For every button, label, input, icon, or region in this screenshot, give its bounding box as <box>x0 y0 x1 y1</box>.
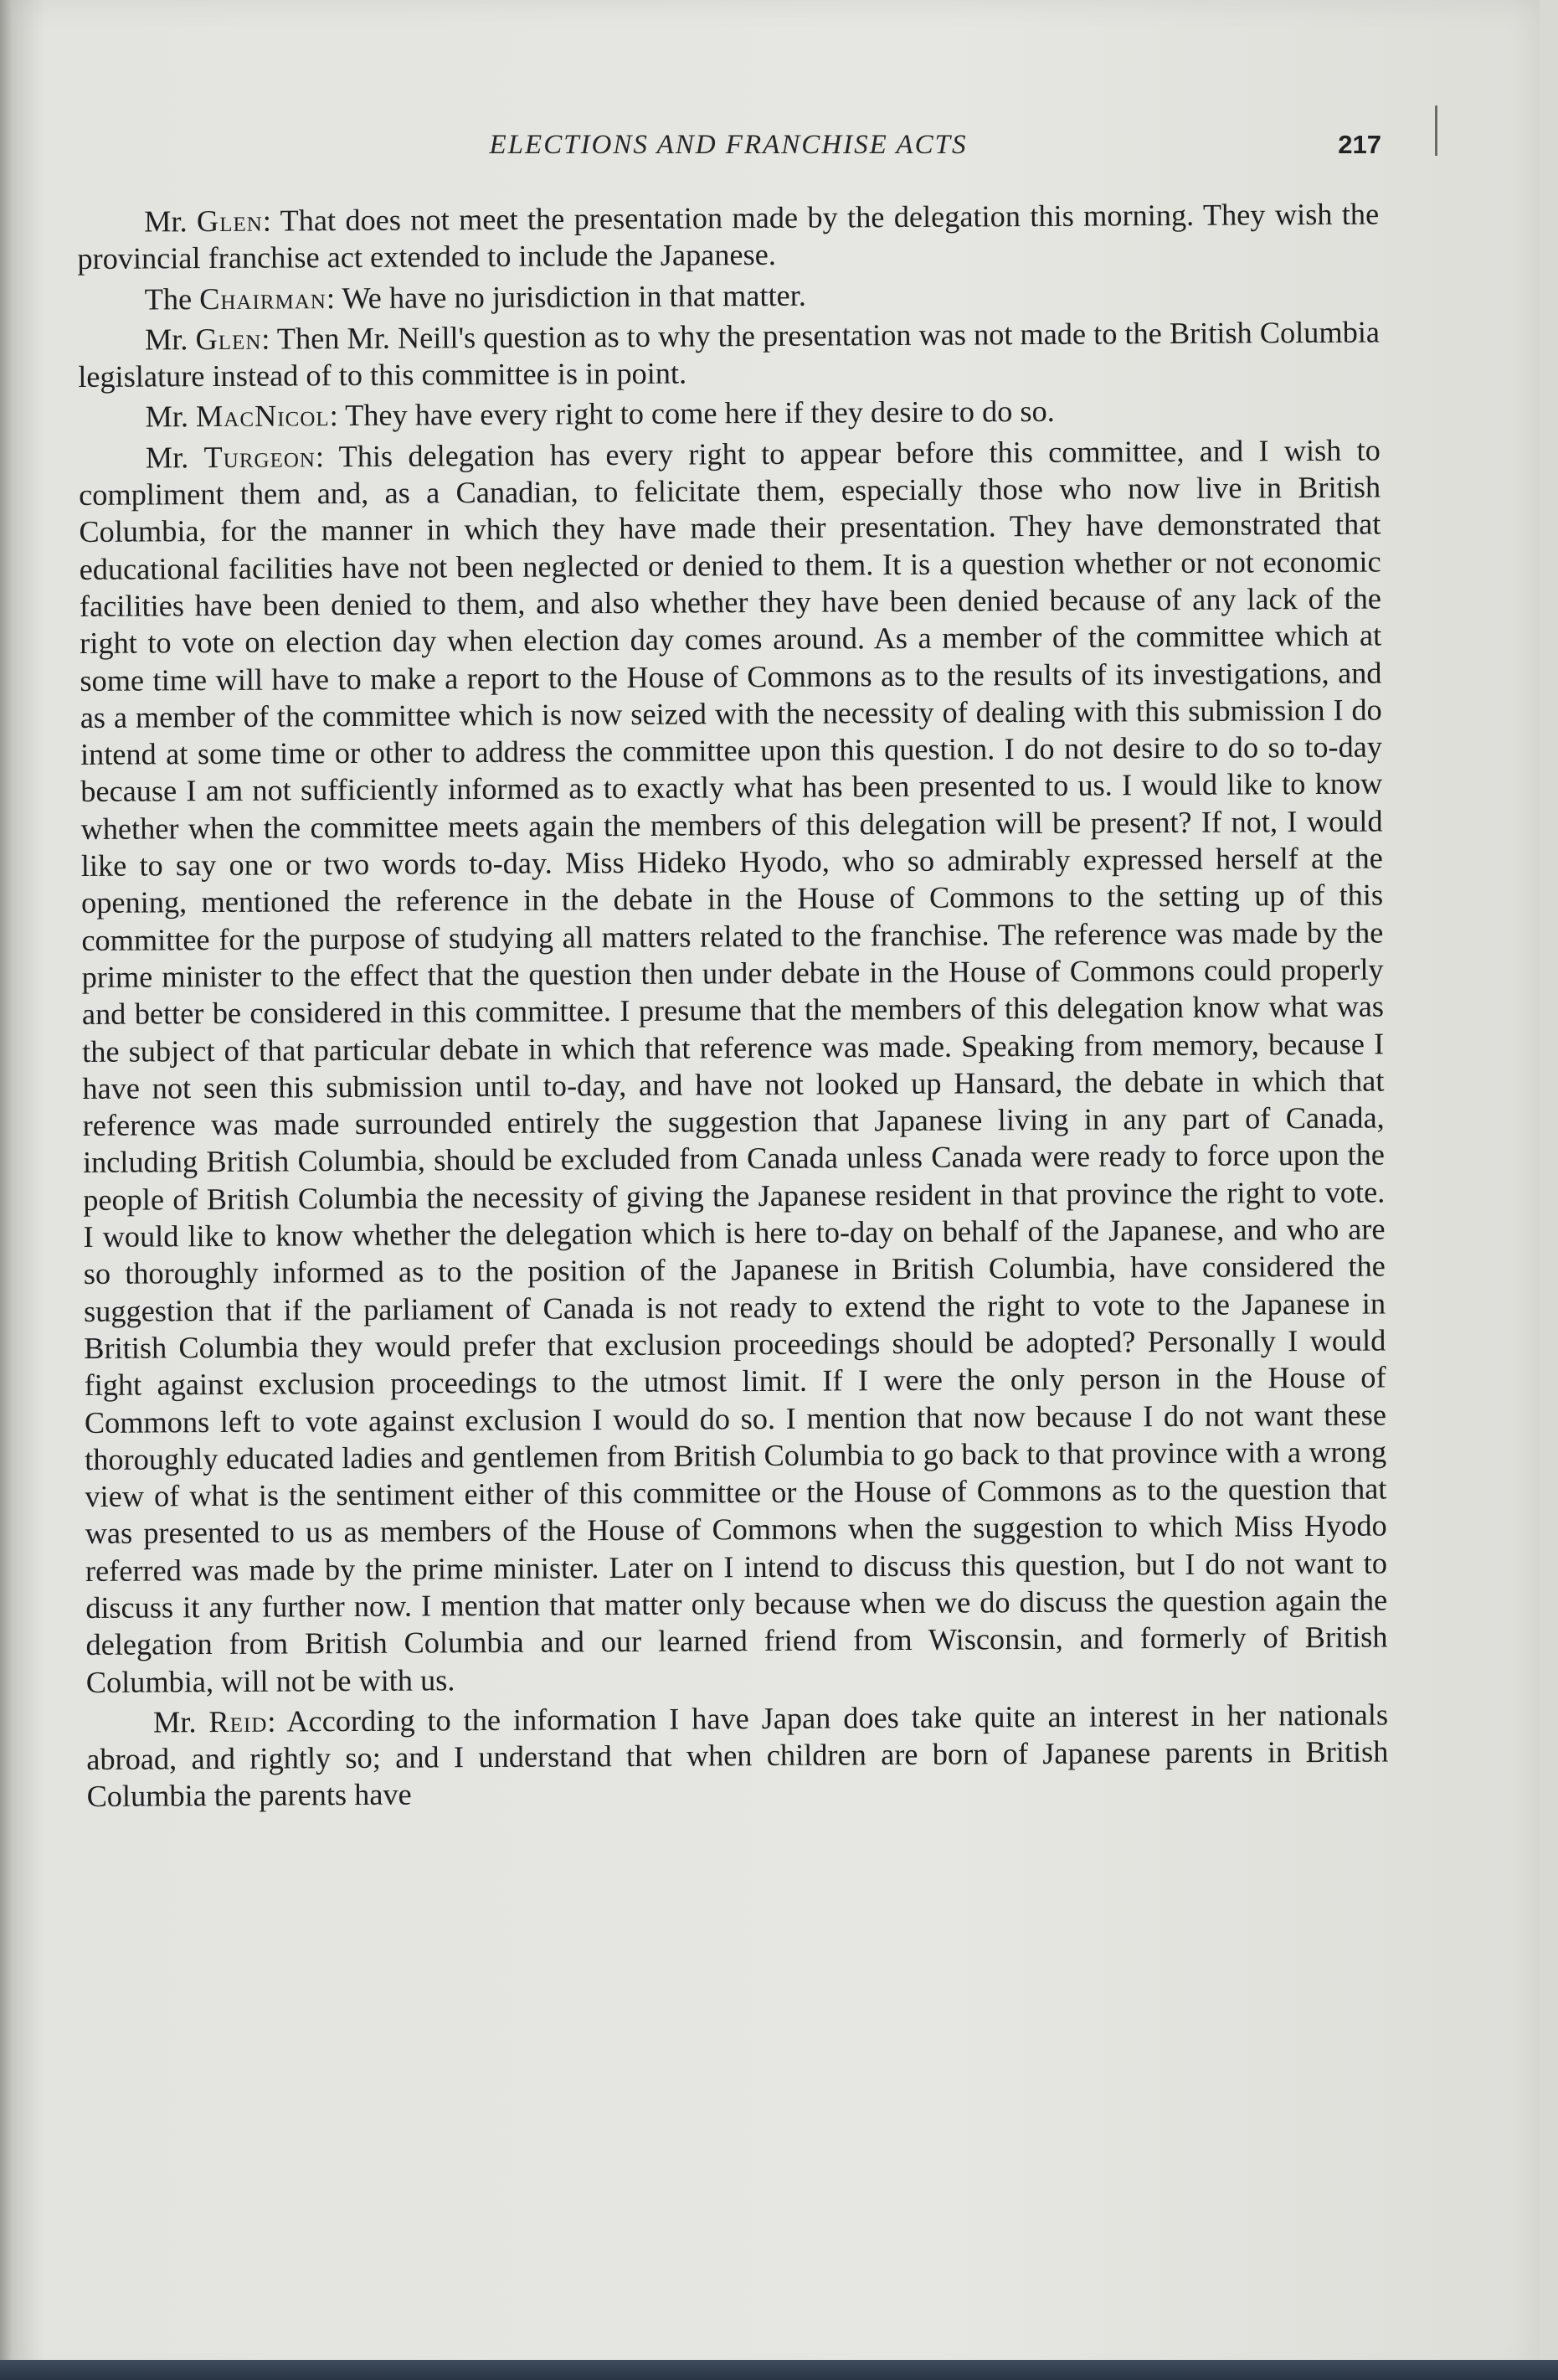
paragraph <box>78 273 1380 318</box>
paragraph-text: : They have every right to come here if they desire to do so. <box>329 394 1055 433</box>
speaker-prefix: Mr. <box>144 322 196 357</box>
paragraph-text: : That does not meet the presentation made by the delegation this morning. They wish the provincial franchise act extended to include the Japanese. <box>77 197 1380 276</box>
speaker-prefix: Mr. <box>152 1704 209 1739</box>
paragraph-text: : This delegation has every right to appear before this committee, and I wish to compliment them and, as a Canadian, to felicitate them, especially those who now live in British Columbia, for the manner in which they have made their presentation. They have demonstrated that educational facilities have not been neglected or denied to them. It is a question whether or not economic facilities have been denied to them, and also whether they have been denied because of any lack of the right to vote on election day when election day comes around. As a member of the committee which at some time will have to make a report to the House of Commons as to the results of its investigations, and as a member of the committee which is now seized with the necessity of dealing with this submission I do intend at some time or other to address the committee upon this question. I do not desire to do so to-day because I am not sufficiently informed as to exactly what has been presented to us. I would like to know whether when the committee meets again the members of this delegation will be present? If not, I would like to say one or two words to-day. Miss Hideko Hyodo, who so admirably expressed herself at the opening, mentioned the reference in the debate in the House of Commons to the setting up of this committee for the purpose of studying all matters related to the franchise. The reference was made by the prime minister to the effect that the question then under debate in the House of Commons could properly and better be considered in this committee. I presume that the members of this delegation know what was the subject of that particular debate in which that reference was made. Speaking from memory, because I have not seen this submission until to-day, and have not looked up Hansard, the debate in which that reference was made surrounded entirely the suggestion that Japanese living in any part of Canada, including British Columbia, should be excluded from Canada unless Canada were ready to force upon the people of British Columbia the necessity of giving the Japanese resident in that province the right to vote. I would like to know whether the delegation which is here to-day on behalf of the Japanese, and who are so thoroughly informed as to the position of the Japanese in British Columbia, have considered the suggestion that if the parliament of Canada is not ready to extend the right to vote to the Japanese in British Columbia they would prefer that exclusion proceedings should be adopted? Personally I would fight against exclusion proceedings to the utmost limit. If I were the only person in the House of Commons left to vote against exclusion I would do so. I mention that now because I do not want these thoroughly educated ladies and gentlemen from British Columbia to go back to that province with a wrong view of what is the sentiment either of this committee or the House of Commons as to the question that was presented to us as members of the House of Commons when the suggestion to which Miss Hyodo referred was made by the prime minister. Later on I intend to discuss this question, but I do not want to discuss it any further now. I mention that matter only because when we do discuss the question again the delegation from British Columbia and our learned friend from Wisconsin, and formerly of British Columbia, will not be with us. <box>79 433 1388 1699</box>
paragraph <box>78 391 1380 436</box>
paragraph-text: : According to the information I have Japan does take quite an interest in her nationals abroad, and rightly so; and I understand that when children are born of Japanese parents in British Columbia the parents have <box>86 1697 1389 1814</box>
speaker-name: Chairman <box>199 281 327 316</box>
speaker-name: MacNicol <box>195 399 330 434</box>
paragraph <box>79 431 1388 1701</box>
page-number: 217 <box>1338 130 1381 159</box>
speaker-prefix: Mr. <box>145 440 204 475</box>
speaker-prefix: Mr. <box>145 399 197 434</box>
speaker-name: Turgeon <box>203 440 316 474</box>
page-header <box>75 130 1381 177</box>
scan-bottom-edge <box>0 2360 1558 2380</box>
margin-mark <box>1435 106 1437 156</box>
page-binding-edge <box>0 0 12 2380</box>
paragraph <box>77 196 1380 278</box>
speaker-prefix: Mr. <box>144 204 198 239</box>
running-head: ELECTIONS AND FRANCHISE ACTS <box>489 130 968 160</box>
speaker-name: Reid <box>208 1704 268 1739</box>
paragraph-text: : Then Mr. Neill's question as to why the presentation was not made to the British Columbia legislature instead of to this committee is in point. <box>78 315 1381 394</box>
paragraph <box>78 313 1381 395</box>
speaker-name: Glen <box>195 322 262 357</box>
transcript-body <box>77 196 1389 1819</box>
paragraph <box>86 1696 1389 1815</box>
paragraph-text: : We have no jurisdiction in that matter. <box>326 278 806 315</box>
speaker-prefix: The <box>144 281 200 317</box>
speaker-name: Glen <box>196 203 263 239</box>
